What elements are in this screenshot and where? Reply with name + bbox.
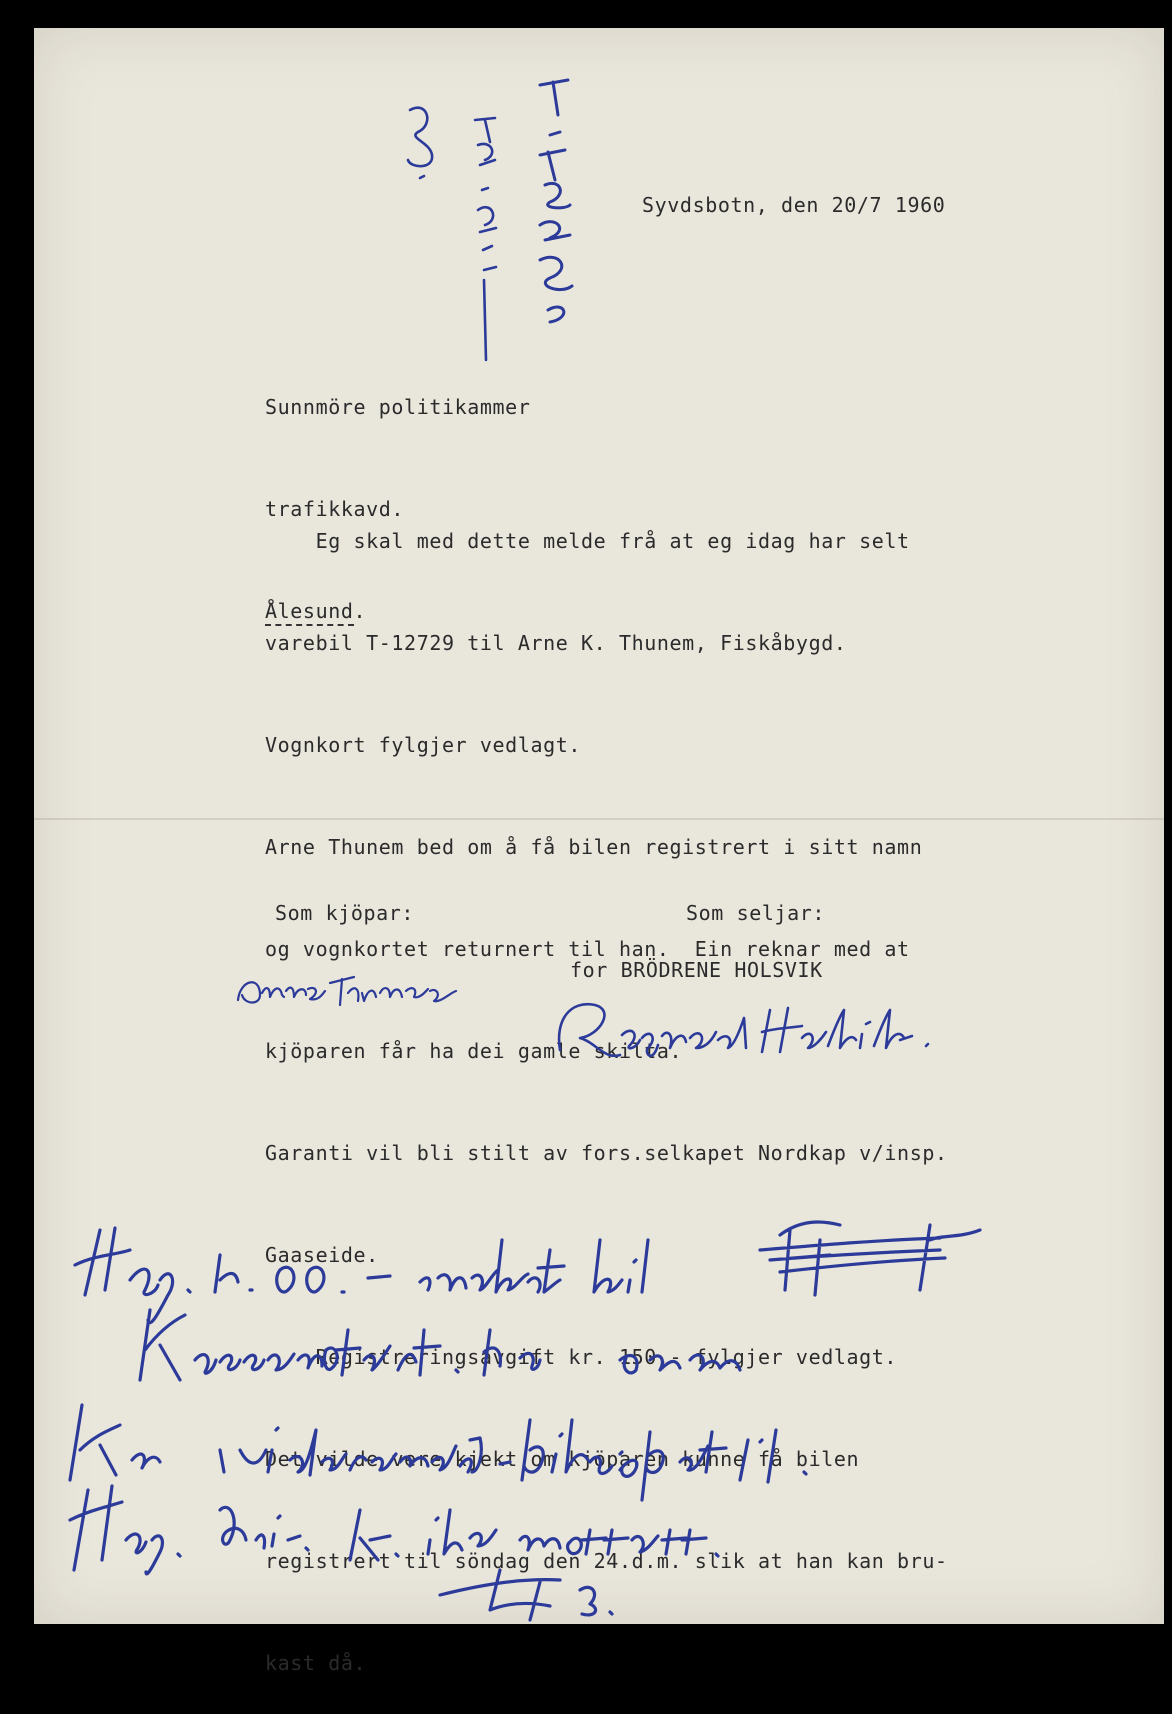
address-line-1: Sunnmöre politikammer <box>265 395 531 419</box>
body-line: Arne Thunem bed om å få bilen registrert i sitt namn <box>265 835 923 859</box>
buyer-signature <box>230 965 490 1015</box>
body-line: Garanti vil bli stilt av fors.selkapet Nordkap v/insp. <box>265 1141 948 1165</box>
date-line: Syvdsbotn, den 20/7 1960 <box>642 193 946 217</box>
body-line: kast då. <box>265 1651 367 1675</box>
address-city: Ålesund <box>265 599 354 626</box>
bottom-handwritten-note <box>60 1210 1120 1630</box>
address-city-punct: . <box>353 599 367 623</box>
seller-signature <box>540 990 940 1070</box>
body-line: Eg skal med dette melde frå at eg idag har selt <box>265 529 910 553</box>
buyer-label: Som kjöpar: <box>275 901 415 925</box>
body-line: Gaaseide. <box>265 1243 379 1267</box>
seller-company: for BRÖDRENE HOLSVIK <box>570 958 823 982</box>
body-line: registrert til söndag den 24.d.m. slik at han kan bru- <box>265 1549 948 1573</box>
body-line: og vognkortet returnert til han. Ein reknar med at <box>265 937 910 961</box>
body-line: Vognkort fylgjer vedlagt. <box>265 733 582 757</box>
seller-label: Som seljar: <box>686 901 826 925</box>
body-line: Registreringsavgift kr. 150,- fylgjer vedlagt. <box>265 1345 898 1369</box>
body-line: varebil T-12729 til Arne K. Thunem, Fiskåbygd. <box>265 631 847 655</box>
margin-note-handwriting <box>400 60 600 320</box>
body-line: kjöparen får ha dei gamle skilta. <box>265 1039 683 1063</box>
address-line-2: trafikkavd. <box>265 497 405 521</box>
body-line: Det vilde vere kjekt om kjöparen kunne få bilen <box>265 1447 860 1471</box>
